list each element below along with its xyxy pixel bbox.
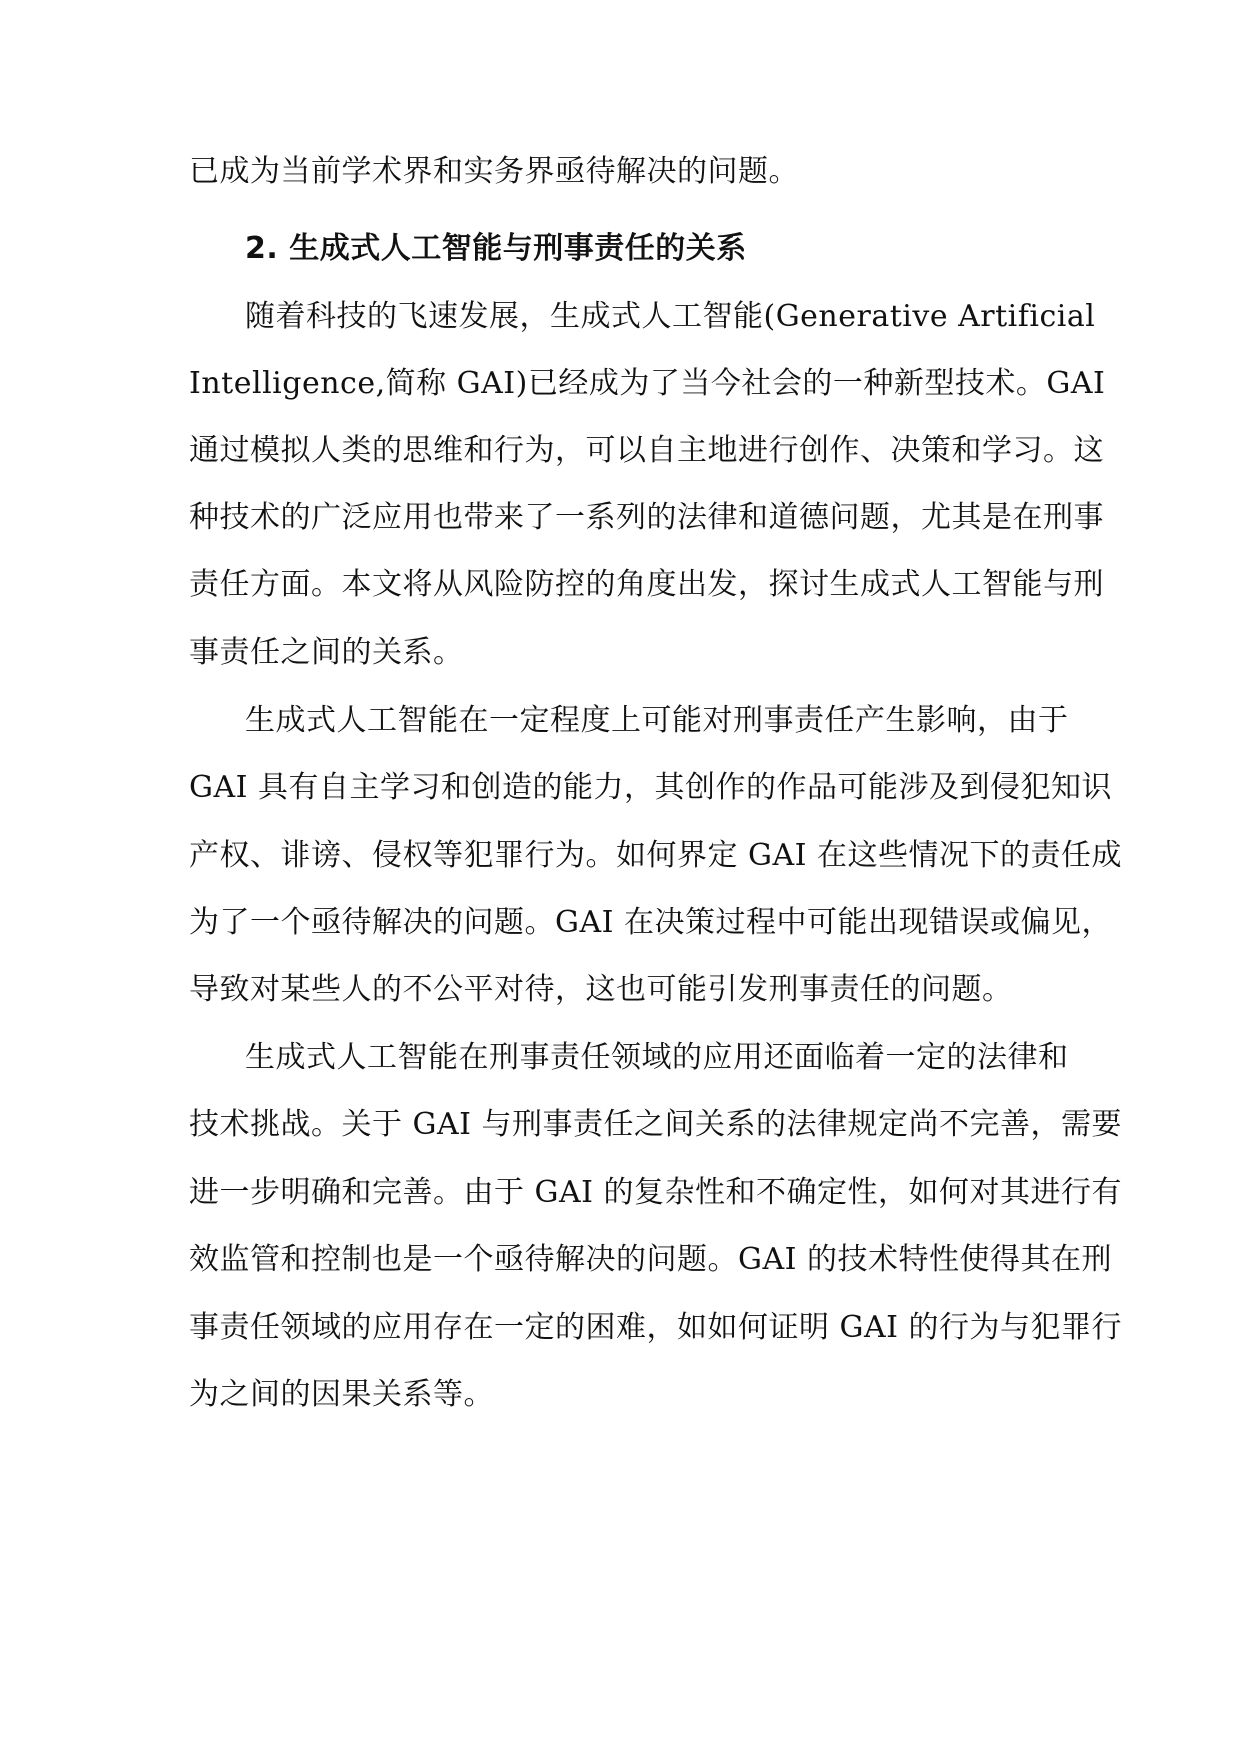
paragraph-line: 进一步明确和完善。由于 GAI 的复杂性和不确定性，如何对其进行有 bbox=[189, 1175, 1123, 1210]
paragraph-line: Intelligence,简称 GAI)已经成为了当今社会的一种新型技术。GAI bbox=[189, 366, 1106, 401]
paragraph-line: 产权、诽谤、侵权等犯罪行为。如何界定 GAI 在这些情况下的责任成 bbox=[189, 838, 1123, 873]
paragraph-line: 生成式人工智能在一定程度上可能对刑事责任产生影响，由于 bbox=[245, 703, 1069, 738]
paragraph-line: 随着科技的飞速发展，生成式人工智能(Generative Artificial bbox=[245, 299, 1096, 334]
paragraph-line: 通过模拟人类的思维和行为，可以自主地进行创作、决策和学习。这 bbox=[189, 433, 1104, 468]
paragraph-line: 效监管和控制也是一个亟待解决的问题。GAI 的技术特性使得其在刑 bbox=[189, 1242, 1113, 1277]
paragraph-line: 已成为当前学术界和实务界亟待解决的问题。 bbox=[189, 154, 799, 189]
paragraph-line: 导致对某些人的不公平对待，这也可能引发刑事责任的问题。 bbox=[189, 972, 1013, 1007]
paragraph-line: 技术挑战。关于 GAI 与刑事责任之间关系的法律规定尚不完善，需要 bbox=[189, 1107, 1123, 1142]
section-heading: 2. 生成式人工智能与刑事责任的关系 bbox=[245, 231, 747, 266]
paragraph-line: 为之间的因果关系等。 bbox=[189, 1377, 494, 1412]
paragraph-line: 事责任领域的应用存在一定的困难，如如何证明 GAI 的行为与犯罪行 bbox=[189, 1310, 1123, 1345]
paragraph-line: 生成式人工智能在刑事责任领域的应用还面临着一定的法律和 bbox=[245, 1040, 1069, 1075]
paragraph-line: 为了一个亟待解决的问题。GAI 在决策过程中可能出现错误或偏见， bbox=[189, 905, 1113, 940]
paragraph-line: 责任方面。本文将从风险防控的角度出发，探讨生成式人工智能与刑 bbox=[189, 567, 1104, 602]
paragraph-line: GAI 具有自主学习和创造的能力，其创作的作品可能涉及到侵犯知识 bbox=[189, 770, 1113, 805]
paragraph-line: 种技术的广泛应用也带来了一系列的法律和道德问题，尤其是在刑事 bbox=[189, 500, 1104, 535]
paragraph-line: 事责任之间的关系。 bbox=[189, 635, 464, 670]
